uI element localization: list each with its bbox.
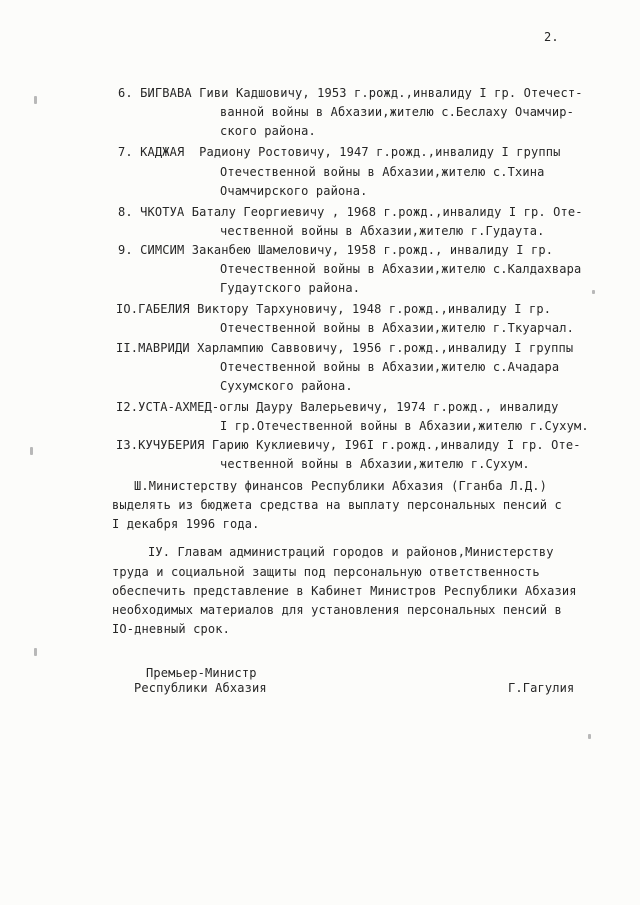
list-item-line: Сухумского района. [220, 379, 353, 393]
list-item-line: чественной войны в Абхазии,жителю г.Сухум. [220, 457, 530, 471]
scan-speck [588, 734, 591, 739]
list-item-line: ского района. [220, 124, 316, 138]
list-item-line: I2.УСТА-АХМЕД-оглы Дауру Валерьевичу, 1974 г.рожд., инвалиду [116, 400, 559, 414]
list-item-line: Отечественной войны в Абхазии,жителю г.Ткуарчал. [220, 321, 574, 335]
section-4-line: необходимых материалов для установления персональных пенсий в [112, 603, 562, 617]
section-4-line: IУ. Главам администраций городов и районов,Министерству [148, 545, 554, 559]
section-4-line: IO-дневный срок. [112, 622, 230, 636]
list-item-line: 8. ЧКОТУА Баталу Георгиевичу , 1968 г.рожд.,инвалиду I гр. Оте- [118, 205, 583, 219]
signatory-title-line1: Премьер-Министр [146, 666, 257, 680]
list-item-line: 7. КАДЖАЯ Радиону Ростовичу, 1947 г.рожд.,инвалиду I группы [118, 145, 561, 159]
list-item-line: Отечественной войны в Абхазии,жителю с.Тхина [220, 165, 545, 179]
list-item-line: 6. БИГВАВА Гиви Кадшовичу, 1953 г.рожд.,инвалиду I гр. Отечест- [118, 86, 583, 100]
list-item-line: чественной войны в Абхазии,жителю г.Гудаута. [220, 224, 545, 238]
list-item-line: ванной войны в Абхазии,жителю с.Беслаху Очамчир- [220, 105, 574, 119]
scan-speck [34, 96, 37, 104]
scan-speck [34, 648, 37, 656]
list-item-line: Отечественной войны в Абхазии,жителю с.Калдахвара [220, 262, 582, 276]
list-item-line: 9. СИМСИМ Заканбею Шамеловичу, 1958 г.рожд., инвалиду I гр. [118, 243, 554, 257]
scan-speck [30, 447, 33, 455]
signatory-name: Г.Гагулия [508, 681, 575, 695]
section-3-line: I декабря 1996 года. [112, 517, 260, 531]
scan-speck [592, 290, 595, 294]
list-item-line: Отечественной войны в Абхазии,жителю с.Ачадара [220, 360, 560, 374]
section-3-line: Ш.Министерству финансов Республики Абхазия (Гганба Л.Д.) [134, 479, 547, 493]
section-4-line: обеспечить представление в Кабинет Министров Республики Абхазия [112, 584, 577, 598]
signatory-title-line2: Республики Абхазия [134, 681, 267, 695]
list-item-line: Гудаутского района. [220, 281, 361, 295]
list-item-line: I гр.Отечественной войны в Абхазии,жителю г.Сухум. [220, 419, 589, 433]
list-item-line: I3.КУЧУБЕРИЯ Гарию Куклиевичу, I96I г.рожд.,инвалиду I гр. Оте- [116, 438, 581, 452]
section-3-line: выделять из бюджета средства на выплату персональных пенсий с [112, 498, 562, 512]
section-4-line: труда и социальной защиты под персональную ответственность [112, 565, 540, 579]
list-item-line: Очамчирского района. [220, 184, 368, 198]
page-number: 2. [544, 30, 559, 44]
list-item-line: II.МАВРИДИ Харлампию Саввовичу, 1956 г.рожд.,инвалиду I группы [116, 341, 574, 355]
list-item-line: IO.ГАБЕЛИЯ Виктору Тархуновичу, 1948 г.рожд.,инвалиду I гр. [116, 302, 552, 316]
